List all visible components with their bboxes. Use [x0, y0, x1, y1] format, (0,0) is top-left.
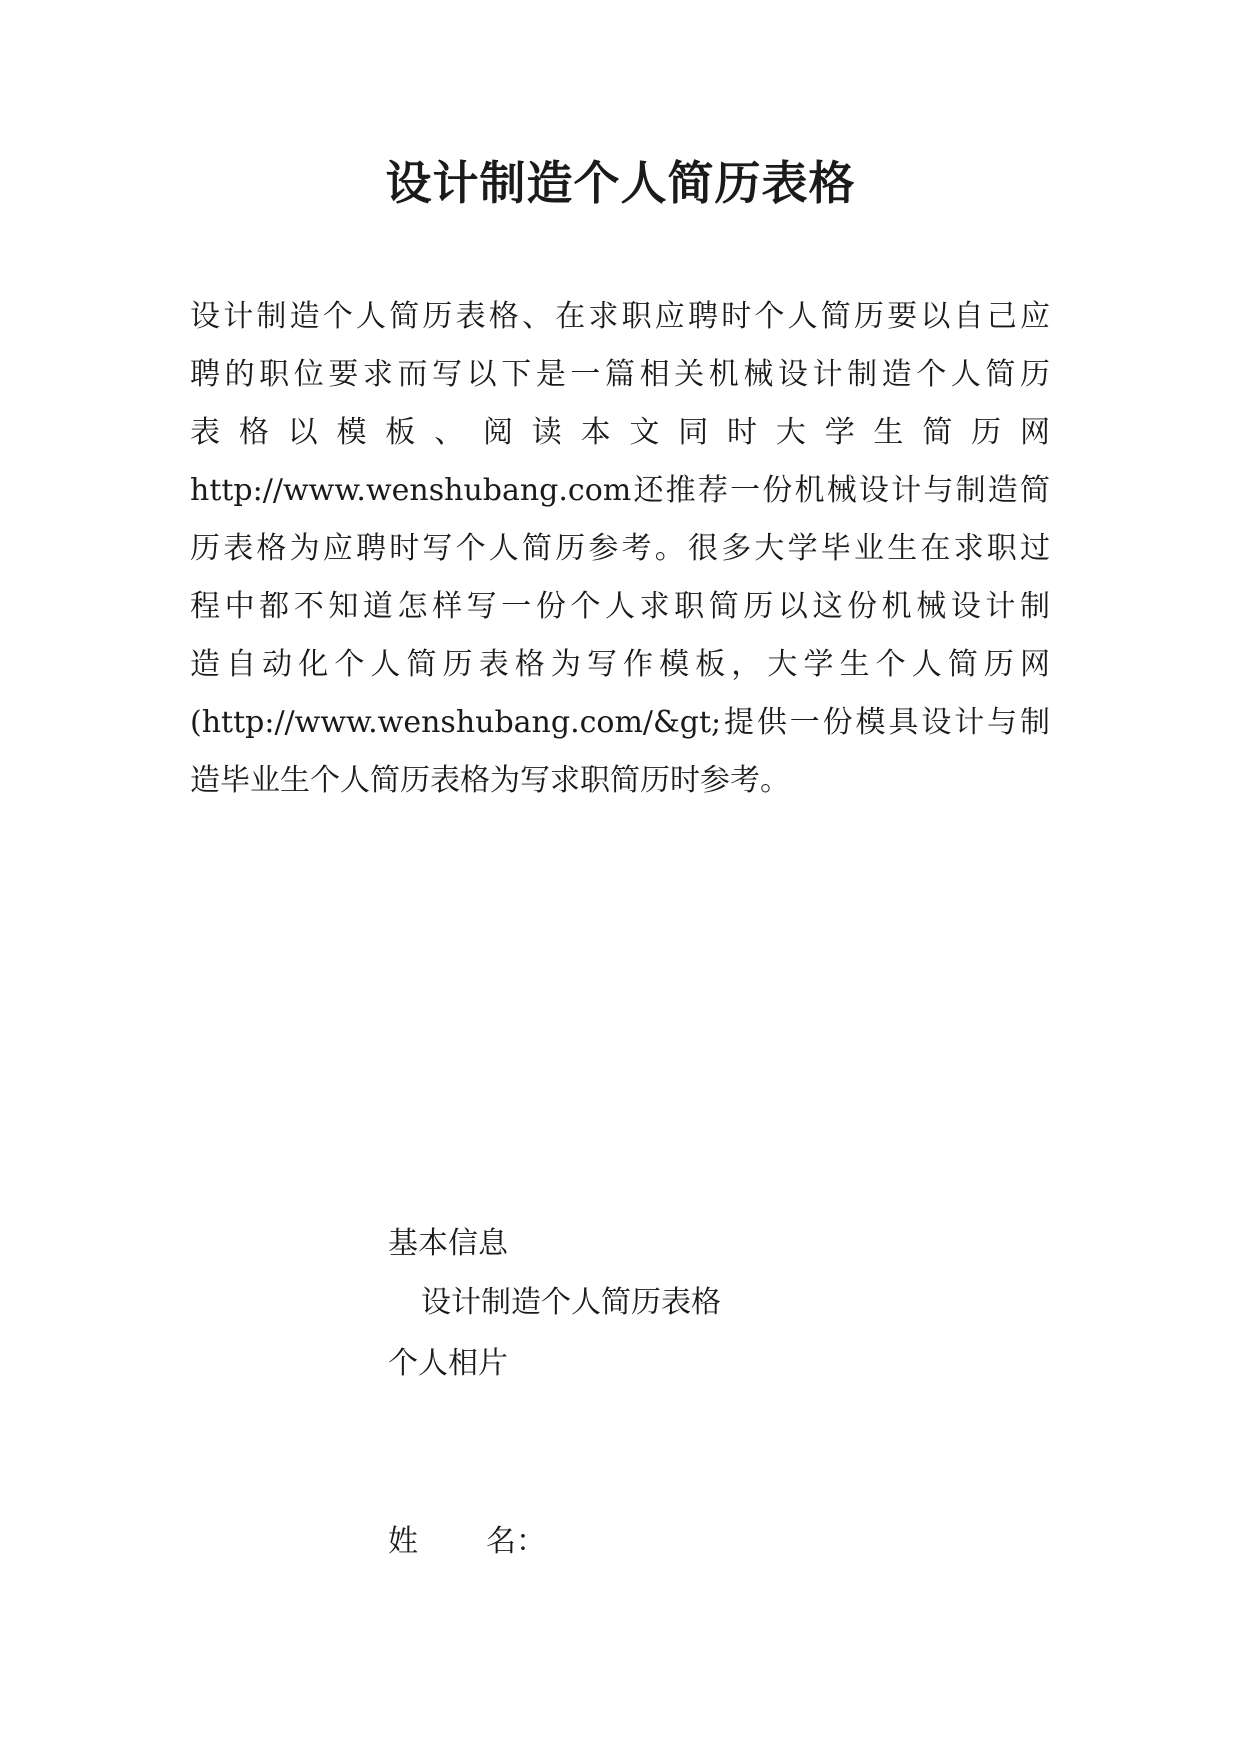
intro-line: http://www.wenshubang.com还推荐一份机械设计与制造简 — [190, 473, 1050, 508]
photo-label: 个人相片 — [388, 1346, 508, 1381]
resume-subtitle: 设计制造个人简历表格 — [421, 1285, 721, 1320]
name-label-part: 名： — [486, 1524, 546, 1559]
intro-line: 程中都不知道怎样写一份个人求职简历以这份机械设计制 — [190, 589, 1050, 624]
intro-paragraph — [190, 288, 1050, 810]
intro-line: 设计制造个人简历表格、在求职应聘时个人简历要以自己应 — [190, 299, 1050, 334]
name-field-label — [388, 1520, 546, 1564]
basic-info-heading: 基本信息 — [388, 1226, 508, 1261]
intro-line: 造毕业生个人简历表格为写求职简历时参考。 — [190, 763, 790, 798]
intro-line: 聘的职位要求而写以下是一篇相关机械设计制造个人简历 — [190, 357, 1050, 392]
intro-line: 历表格为应聘时写个人简历参考。很多大学毕业生在求职过 — [190, 531, 1050, 566]
intro-line: (http://www.wenshubang.com/&gt;提供一份模具设计与制 — [190, 705, 1050, 740]
name-label-part: 姓 — [388, 1524, 418, 1559]
intro-line: 造自动化个人简历表格为写作模板，大学生个人简历网 — [190, 647, 1050, 682]
intro-line: 表格以模板、阅读本文同时大学生简历网 — [190, 415, 1050, 450]
document-title: 设计制造个人简历表格 — [385, 156, 856, 210]
